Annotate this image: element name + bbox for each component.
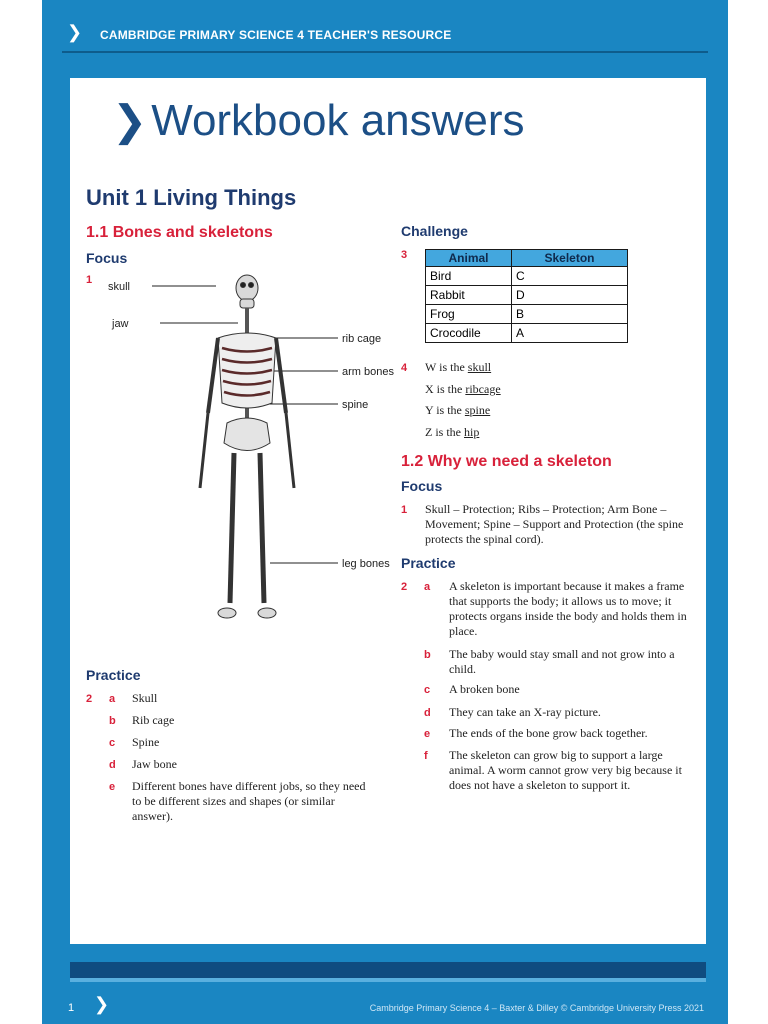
animal-skeleton-table bbox=[425, 249, 628, 343]
label-leg-bones: leg bones bbox=[342, 558, 390, 570]
question-number: 4 bbox=[401, 362, 408, 374]
section-1-2-heading: 1.2 Why we need a skeleton bbox=[401, 453, 612, 470]
table-header-row bbox=[426, 250, 628, 267]
title-chevron-icon: ❯ bbox=[112, 97, 148, 144]
q4-prefix: W is the bbox=[425, 360, 465, 374]
answer-text: The skeleton can grow big to support a large animal. A worm cannot grow very big because it does not have a skeleton to support it. bbox=[449, 748, 682, 792]
q4-answer: spine bbox=[464, 403, 491, 417]
table-cell: Rabbit bbox=[426, 286, 512, 305]
answer-letter: e bbox=[109, 781, 116, 793]
answer-text: Skull bbox=[132, 691, 158, 705]
label-rib-cage: rib cage bbox=[342, 333, 382, 345]
answer-text: A skeleton is important because it makes a frame that supports the body; it allows us to move; it protects organs inside the body and holds them in place. bbox=[449, 579, 687, 638]
table-row bbox=[426, 286, 628, 305]
header-divider bbox=[62, 51, 708, 53]
page-frame bbox=[42, 0, 728, 1024]
header-chevron-icon: ❯ bbox=[67, 22, 83, 42]
q4-answer: ribcage bbox=[465, 382, 501, 396]
table-cell: D bbox=[512, 286, 628, 305]
footer-chevron-icon: ❯ bbox=[94, 994, 110, 1014]
q4-line bbox=[425, 425, 479, 440]
answer-text: The baby would stay small and not grow into a child. bbox=[449, 647, 675, 676]
answer-text: Different bones have different jobs, so they need to be different sizes and shapes (or similar answer). bbox=[132, 779, 366, 823]
q4-prefix: Y is the bbox=[425, 403, 462, 417]
answer-text: Rib cage bbox=[132, 713, 175, 727]
answer-letter: d bbox=[109, 759, 116, 771]
unit-title: Unit 1 Living Things bbox=[86, 185, 297, 210]
table-row bbox=[426, 267, 628, 286]
focus-heading-1-1: Focus bbox=[86, 250, 128, 266]
question-number: 1 bbox=[401, 504, 408, 516]
q4-prefix: Z is the bbox=[425, 425, 461, 439]
section-1-1-heading: 1.1 Bones and skeletons bbox=[86, 224, 273, 241]
answer-letter: a bbox=[109, 693, 116, 705]
label-jaw: jaw bbox=[112, 318, 129, 330]
q4-line bbox=[425, 403, 490, 418]
table-header-cell: Skeleton bbox=[512, 250, 628, 267]
answer-letter: d bbox=[424, 707, 431, 719]
table-row bbox=[426, 305, 628, 324]
skeleton-figure bbox=[200, 275, 294, 618]
answer-text: Spine bbox=[132, 735, 160, 749]
label-spine: spine bbox=[342, 399, 369, 411]
answer-text: Jaw bone bbox=[132, 757, 177, 771]
footer-strip bbox=[70, 978, 706, 982]
skeleton-diagram bbox=[130, 273, 370, 633]
table-cell: C bbox=[512, 267, 628, 286]
q4-line bbox=[425, 382, 501, 397]
focus-answer-text: Skull – Protection; Ribs – Protection; Arm Bone – Movement; Spine – Support and Protection (the spine protects the spinal cord). bbox=[425, 502, 684, 546]
content-page bbox=[70, 78, 706, 944]
answer-letter: c bbox=[109, 737, 116, 749]
answer-letter: b bbox=[109, 715, 116, 727]
q4-line bbox=[425, 360, 491, 375]
answer-letter: b bbox=[424, 649, 431, 661]
question-number: 2 bbox=[401, 581, 408, 593]
answer-letter: c bbox=[424, 684, 431, 696]
practice-heading-1-1: Practice bbox=[86, 667, 141, 683]
practice-heading-1-2: Practice bbox=[401, 555, 456, 571]
answer-letter: e bbox=[424, 728, 431, 740]
page-number: 1 bbox=[68, 1002, 75, 1014]
table-cell: Crocodile bbox=[426, 324, 512, 343]
focus-heading-1-2: Focus bbox=[401, 478, 443, 494]
q4-prefix: X is the bbox=[425, 382, 463, 396]
challenge-heading: Challenge bbox=[401, 223, 468, 239]
label-skull: skull bbox=[108, 281, 131, 293]
answer-text: They can take an X-ray picture. bbox=[449, 705, 601, 719]
label-arm-bones: arm bones bbox=[342, 366, 394, 378]
table-row bbox=[426, 324, 628, 343]
header-title: CAMBRIDGE PRIMARY SCIENCE 4 TEACHER'S RESOURCE bbox=[100, 28, 452, 42]
q4-answer: skull bbox=[467, 360, 492, 374]
page-title: ❯Workbook answers bbox=[112, 96, 525, 145]
table-header-cell: Animal bbox=[426, 250, 512, 267]
footer-bar bbox=[70, 962, 706, 978]
table-cell: A bbox=[512, 324, 628, 343]
footer-credit: Cambridge Primary Science 4 – Baxter & Dilley © Cambridge University Press 2021 bbox=[369, 1003, 704, 1013]
answer-letter: f bbox=[424, 750, 428, 762]
answer-text: The ends of the bone grow back together. bbox=[449, 726, 648, 740]
q4-answer: hip bbox=[464, 425, 480, 439]
answer-text: A broken bone bbox=[449, 682, 520, 696]
question-number: 2 bbox=[86, 693, 93, 705]
table-cell: Bird bbox=[426, 267, 512, 286]
question-number: 1 bbox=[86, 274, 93, 286]
answer-letter: a bbox=[424, 581, 431, 593]
table-cell: B bbox=[512, 305, 628, 324]
question-number: 3 bbox=[401, 249, 408, 261]
table-cell: Frog bbox=[426, 305, 512, 324]
